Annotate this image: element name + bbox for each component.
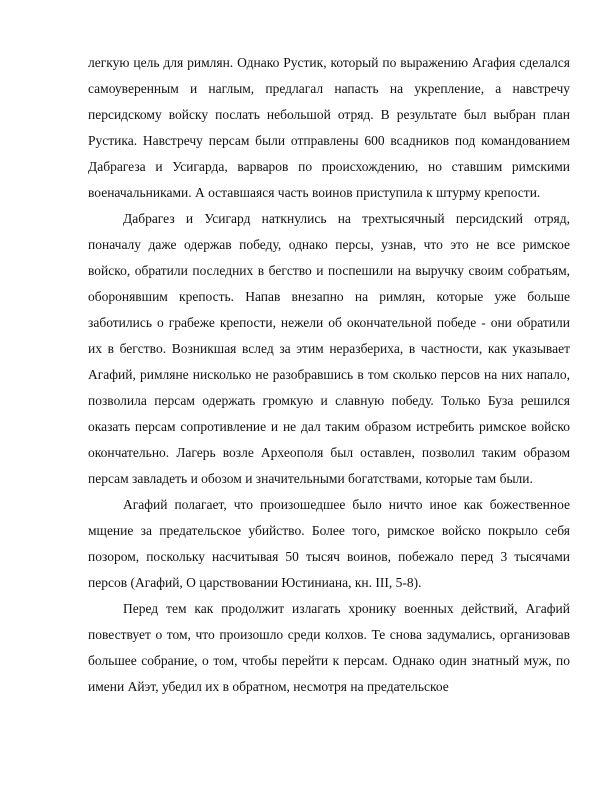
paragraph-1: легкую цель для римлян. Однако Рустик, который по выражению Агафия сделался самоуверенным и наглым, предлагал напасть на укрепление, а навстречу персидскому войску послать небольшой отряд. В результате был выбран план Рустика. Навстречу персам были отправлены 600 всадников под командованием Дабрагеза и Усигарда, варваров по происхождению, но ставшим римскими военачальниками. А оставшаяся часть воинов приступила к штурму крепости. [88,55,570,200]
paragraph-2: Дабрагез и Усигард наткнулись на трехтысячный персидский отряд, поначалу даже одержав победу, однако персы, узнав, что это не все римское войско, обратили последних в бегство и поспешили на выручку своим собратьям, оборонявшим крепость. Напав внезапно на римлян, которые уже больше заботились о грабеже крепости, нежели об окончательной победе - они обратили их в бегство. Возникшая вслед за этим неразбериха, в частности, как указывает Агафий, римляне нисколько не разобравшись в том сколько персов на них напало, позволила персам одержать громкую и славную победу. Только Буза решился оказать персам сопротивление и не дал таким образом истребить римское войско окончательно. Лагерь возле Археополя был оставлен, позволил таким образом персам завладеть и обозом и значительными богатствами, которые там были. [88,211,570,486]
paragraph-4: Перед тем как продолжит излагать хронику военных действий, Агафий повествует о том, что произошло среди колхов. Те снова задумались, организовав большее собрание, о том, чтобы перейти к персам. Однако один знатный муж, по имени Айэт, убедил их в обратном, несмотря на предательское [88,601,570,694]
paragraph-3: Агафий полагает, что произошедшее было ничто иное как божественное мщение за предательское убийство. Более того, римское войско покрыло себя позором, поскольку насчитывая 50 тысяч воинов, побежало перед 3 тысячами персов (Агафий, О царствовании Юстиниана, кн. III, 5-8). [88,497,570,590]
